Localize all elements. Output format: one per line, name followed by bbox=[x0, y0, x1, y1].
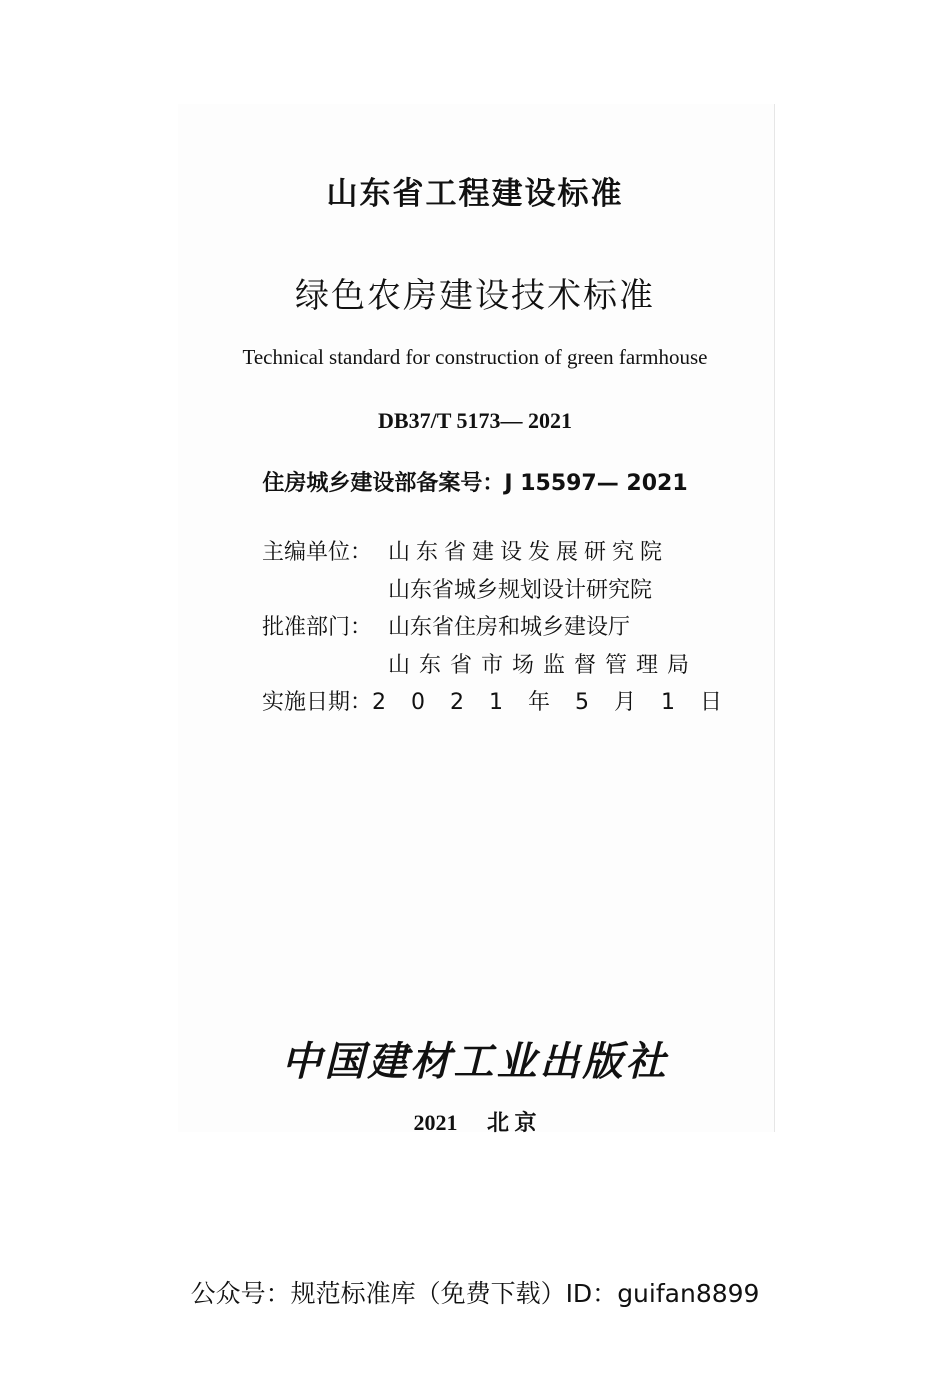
info-value: 山东省市场监督管理局 bbox=[388, 652, 699, 678]
info-row-approver-2 bbox=[262, 645, 702, 683]
info-label: 主编单位： bbox=[262, 540, 373, 566]
info-value: 山东省城乡规划设计研究院 bbox=[388, 577, 653, 603]
standard-title-en: Technical standard for construction of green farmhouse bbox=[242, 345, 708, 369]
footer-note: 公众号：规范标准库（免费下载）ID：guifan8899 bbox=[190, 1279, 760, 1308]
info-value: 山东省建设发展研究院 bbox=[388, 540, 669, 566]
standard-title-cn: 绿色农房建设技术标准 bbox=[295, 276, 655, 316]
publication-place bbox=[0, 1106, 950, 1137]
publication-year: 2021 bbox=[413, 1110, 458, 1135]
publication-city: 北 京 bbox=[486, 1110, 537, 1135]
info-row-chief-editor bbox=[262, 532, 702, 570]
publisher-logotype: 中国建材工业出版社 bbox=[281, 1038, 669, 1085]
record-number: 住房城乡建设部备案号：J 15597— 2021 bbox=[262, 471, 688, 496]
info-label: 实施日期： bbox=[262, 690, 373, 716]
publication-info bbox=[262, 532, 731, 720]
info-row-approver bbox=[262, 607, 702, 645]
info-value: 2 0 2 1 年 5 月 1 日 bbox=[372, 690, 731, 716]
standard-series: 山东省工程建设标准 bbox=[326, 176, 624, 212]
info-label: 批准部门： bbox=[262, 615, 373, 641]
info-row-chief-editor-2 bbox=[262, 570, 702, 608]
info-row-effective-date bbox=[262, 682, 731, 720]
standard-number: DB37/T 5173— 2021 bbox=[378, 408, 572, 433]
info-value: 山东省住房和城乡建设厅 bbox=[388, 615, 631, 641]
